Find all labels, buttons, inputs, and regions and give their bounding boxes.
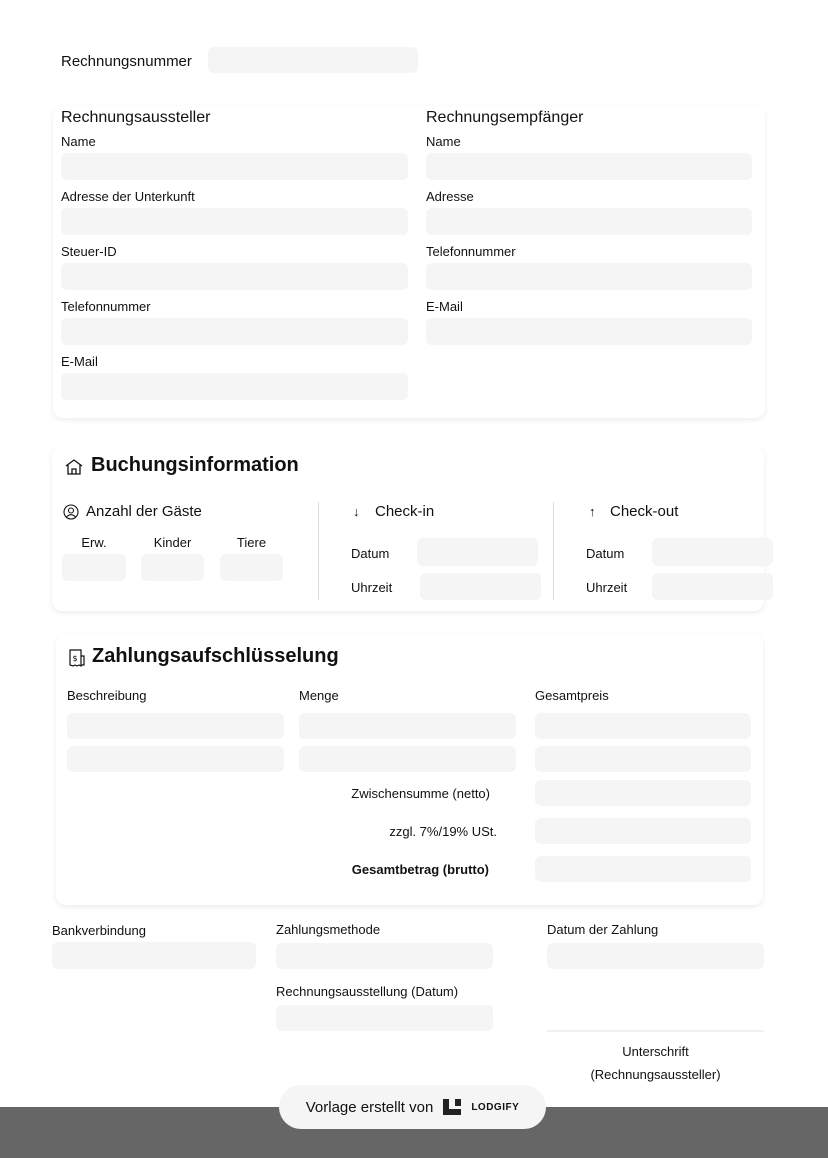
footer-brand: LODGIFY bbox=[471, 1101, 520, 1113]
column-description: Beschreibung bbox=[67, 688, 147, 703]
recipient-name-label: Name bbox=[426, 134, 461, 149]
issuer-taxid-label: Steuer-ID bbox=[61, 244, 117, 259]
checkin-title: Check-in bbox=[375, 503, 435, 520]
issuer-email-input[interactable] bbox=[61, 373, 408, 400]
method-input[interactable] bbox=[276, 943, 493, 969]
issuer-phone-label: Telefonnummer bbox=[61, 299, 151, 314]
house-icon bbox=[64, 457, 84, 477]
payment-date-input[interactable] bbox=[547, 943, 764, 969]
total-label: Gesamtbetrag (brutto) bbox=[351, 862, 489, 877]
footer-text: Vorlage erstellt von bbox=[305, 1098, 434, 1116]
price-input[interactable] bbox=[535, 746, 751, 772]
receipt-icon bbox=[67, 648, 87, 668]
issuer-phone-input[interactable] bbox=[61, 318, 408, 345]
quantity-input[interactable] bbox=[299, 713, 516, 739]
arrow-up-icon: ↑ bbox=[589, 504, 596, 519]
total-input[interactable] bbox=[535, 856, 751, 882]
issue-date-input[interactable] bbox=[276, 1005, 493, 1031]
checkin-time-label: Uhrzeit bbox=[351, 580, 393, 595]
vat-input[interactable] bbox=[535, 818, 751, 844]
pets-label: Tiere bbox=[236, 535, 267, 550]
description-input[interactable] bbox=[67, 746, 284, 772]
signature-label: Unterschrift bbox=[622, 1044, 689, 1059]
checkout-time-label: Uhrzeit bbox=[586, 580, 628, 595]
divider bbox=[553, 502, 554, 600]
issuer-taxid-input[interactable] bbox=[61, 263, 408, 290]
signature-sublabel: (Rechnungsaussteller) bbox=[590, 1067, 721, 1082]
bank-label: Bankverbindung bbox=[52, 923, 146, 938]
checkin-date-input[interactable] bbox=[417, 538, 538, 566]
adults-input[interactable] bbox=[62, 554, 126, 581]
invoice-number-label: Rechnungsnummer bbox=[61, 53, 192, 70]
method-label: Zahlungsmethode bbox=[276, 922, 381, 937]
svg-text:$: $ bbox=[72, 654, 78, 663]
subtotal-label: Zwischensumme (netto) bbox=[351, 786, 490, 801]
issuer-address-label: Adresse der Unterkunft bbox=[61, 189, 195, 204]
pets-input[interactable] bbox=[220, 554, 283, 581]
issuer-name-label: Name bbox=[61, 134, 96, 149]
checkout-date-input[interactable] bbox=[652, 538, 773, 566]
payment-title: Zahlungsaufschlüsselung bbox=[92, 645, 339, 667]
children-label: Kinder bbox=[153, 535, 192, 550]
recipient-name-input[interactable] bbox=[426, 153, 752, 180]
recipient-phone-label: Telefonnummer bbox=[426, 244, 516, 259]
checkin-date-label: Datum bbox=[351, 546, 390, 561]
recipient-phone-input[interactable] bbox=[426, 263, 752, 290]
price-input[interactable] bbox=[535, 713, 751, 739]
invoice-number-input[interactable] bbox=[208, 47, 418, 73]
column-total: Gesamtpreis bbox=[535, 688, 609, 703]
lodgify-logo-icon bbox=[443, 1099, 461, 1115]
booking-title: Buchungsinformation bbox=[91, 454, 299, 476]
recipient-email-input[interactable] bbox=[426, 318, 752, 345]
payment-date-label: Datum der Zahlung bbox=[547, 922, 659, 937]
checkout-time-input[interactable] bbox=[652, 573, 773, 600]
recipient-title: Rechnungsempfänger bbox=[426, 109, 584, 126]
checkout-title: Check-out bbox=[610, 503, 679, 520]
bank-input[interactable] bbox=[52, 942, 256, 969]
checkout-date-label: Datum bbox=[586, 546, 625, 561]
checkin-time-input[interactable] bbox=[420, 573, 541, 600]
guests-title: Anzahl der Gäste bbox=[86, 503, 202, 520]
divider bbox=[318, 502, 319, 600]
vat-label: zzgl. 7%/19% USt. bbox=[389, 824, 497, 839]
children-input[interactable] bbox=[141, 554, 204, 581]
recipient-email-label: E-Mail bbox=[426, 299, 463, 314]
description-input[interactable] bbox=[67, 713, 284, 739]
arrow-down-icon: ↓ bbox=[353, 504, 360, 519]
footer-pill[interactable] bbox=[279, 1085, 546, 1129]
recipient-address-input[interactable] bbox=[426, 208, 752, 235]
issuer-address-input[interactable] bbox=[61, 208, 408, 235]
issuer-email-label: E-Mail bbox=[61, 354, 98, 369]
signature-line bbox=[547, 1030, 764, 1032]
user-circle-icon bbox=[63, 504, 79, 520]
issue-date-label: Rechnungsausstellung (Datum) bbox=[276, 984, 459, 999]
adults-label: Erw. bbox=[81, 535, 107, 550]
subtotal-input[interactable] bbox=[535, 780, 751, 806]
recipient-address-label: Adresse bbox=[426, 189, 474, 204]
issuer-title: Rechnungsaussteller bbox=[61, 109, 211, 126]
quantity-input[interactable] bbox=[299, 746, 516, 772]
column-quantity: Menge bbox=[299, 688, 339, 703]
issuer-name-input[interactable] bbox=[61, 153, 408, 180]
